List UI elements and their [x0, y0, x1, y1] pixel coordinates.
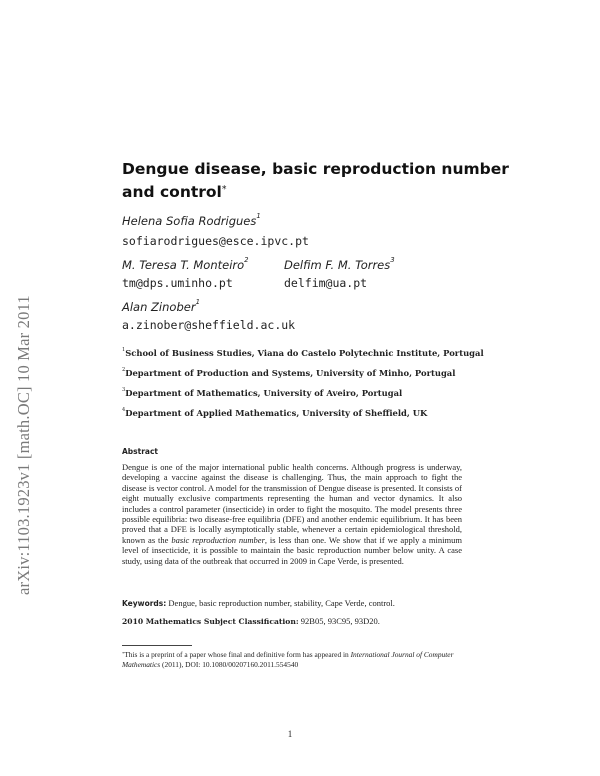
author-name: [122, 255, 249, 272]
affiliation-line: [122, 388, 402, 398]
paper-title: [122, 158, 522, 204]
page-number: 1: [287, 729, 293, 739]
abstract-text: [122, 462, 462, 566]
author-affiliation-mark: 2: [244, 255, 249, 264]
title-line-2: and control: [122, 183, 222, 201]
footnote-mark: *: [122, 650, 125, 656]
msc-label: 2010 Mathematics Subject Classification:: [122, 617, 299, 626]
abstract-text-part: Dengue is one of the major international public health concerns. Although progress is underway, developing a vaccine against the disease is challenging. Thus, the main approach to fight the disease is vector control. A model for the transmission of Dengue disease is presented. It consists of eight mutually exclusive compartments representing the human and vector dynamics. It also includes a control parameter (insecticide) in order to fight the mosquito. The model presents three possible equilibria: two disease-free equilibria (DFE) and another endemic equilibrium. It has been proved that a DFE is locally asymptotically stable, whenever a certain epidemiological threshold, known as the: [122, 462, 462, 545]
footnote: [122, 650, 462, 669]
author-name-text: Alan Zinober: [122, 300, 196, 314]
keywords-label: Keywords:: [122, 599, 167, 608]
affiliation-mark: 1: [122, 346, 126, 353]
footnote-text: This is a preprint of a paper whose final and definitive form has appeared in: [124, 650, 351, 659]
footnote-text: (2011), DOI: 10.1080/00207160.2011.554540: [160, 659, 299, 669]
author-email[interactable]: delfim@ua.pt: [284, 276, 368, 290]
footnote-divider: [122, 645, 192, 646]
author-email[interactable]: sofiarodrigues@esce.ipvc.pt: [122, 234, 309, 248]
affiliation-line: [122, 348, 484, 358]
keywords: [122, 598, 482, 608]
author-name-text: Helena Sofia Rodrigues: [122, 214, 257, 228]
title-line-1: Dengue disease, basic reproduction number: [122, 160, 509, 178]
author-email[interactable]: a.zinober@sheffield.ac.uk: [122, 318, 296, 332]
affiliation-text: Department of Applied Mathematics, University of Sheffield, UK: [125, 408, 428, 418]
affiliation-text: Department of Production and Systems, University of Minho, Portugal: [125, 368, 456, 378]
keywords-text: Dengue, basic reproduction number, stability, Cape Verde, control.: [168, 598, 395, 608]
affiliation-line: [122, 408, 427, 418]
author-name: [122, 297, 200, 314]
abstract-emphasis: basic reproduction number: [171, 534, 265, 545]
author-name: [284, 255, 395, 272]
affiliation-mark: 4: [122, 406, 126, 413]
affiliation-line: [122, 368, 455, 378]
arxiv-identifier-stamp: arXiv:1103.1923v1 [math.OC] 10 Mar 2011: [14, 295, 33, 595]
affiliation-mark: 3: [122, 386, 126, 393]
author-email[interactable]: tm@dps.uminho.pt: [122, 276, 233, 290]
msc-classification: [122, 616, 380, 626]
abstract-heading: Abstract: [122, 447, 159, 456]
abstract-text-part: , is less than one. We show that if we apply a minimum level of insecticide, it is possible to maintain the basic reproduction number below unity. A case study, using data of the outbreak that occurred in 2009 in Cape Verde, is presented.: [122, 534, 462, 566]
msc-codes: 92B05, 93C95, 93D20.: [300, 616, 380, 626]
affiliation-text: Department of Mathematics, University of Aveiro, Portugal: [125, 388, 403, 398]
footnote-journal: International Journal of Computer Mathematics: [122, 650, 454, 669]
affiliation-text: School of Business Studies, Viana do Castelo Polytechnic Institute, Portugal: [125, 348, 484, 358]
author-name-text: Delfim F. M. Torres: [284, 258, 391, 272]
author-affiliation-mark: 1: [195, 297, 200, 306]
author-affiliation-mark: 1: [256, 211, 261, 220]
title-footnote-mark: *: [221, 184, 227, 196]
author-name-text: M. Teresa T. Monteiro: [122, 258, 245, 272]
affiliation-mark: 2: [122, 366, 126, 373]
author-affiliation-mark: 3: [390, 255, 395, 264]
author-name: [122, 211, 261, 228]
